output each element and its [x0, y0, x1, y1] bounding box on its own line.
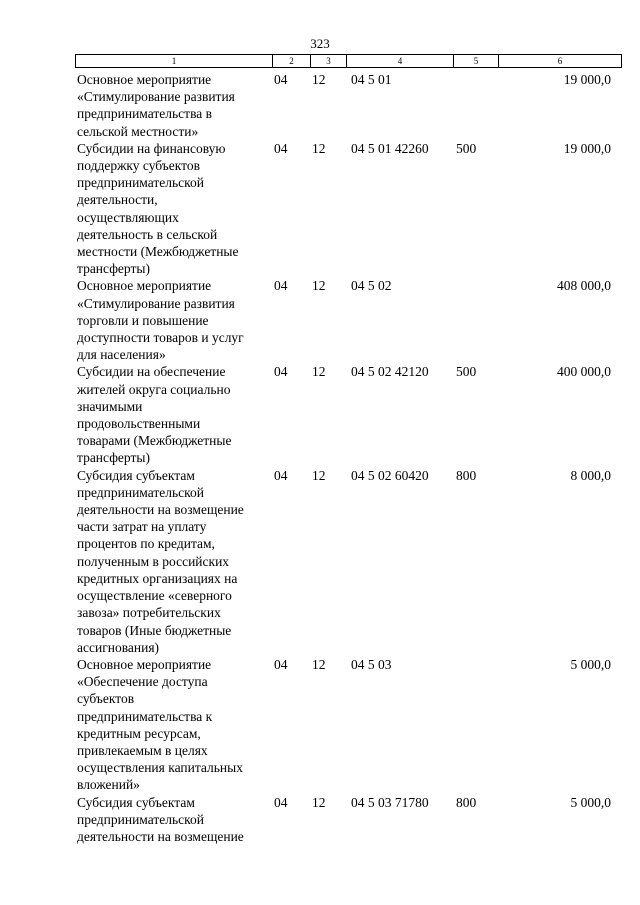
row-name-line: осуществляющих	[77, 209, 179, 225]
row-name-line: кредитных организациях на	[77, 570, 238, 586]
table-row	[75, 656, 621, 794]
column-header-2: 2	[273, 55, 311, 68]
row-subsection-code: 12	[312, 72, 326, 87]
row-name-line: значимыми	[77, 398, 143, 414]
row-name-line: деятельности на возмещение	[77, 502, 244, 518]
budget-table	[75, 71, 621, 845]
table-row	[75, 794, 621, 846]
row-name-line: Субсидии на финансовую	[77, 140, 226, 156]
row-expense-type: 500	[456, 140, 477, 156]
row-name-line: местности (Межбюджетные	[77, 244, 239, 260]
row-name-line: Субсидии на обеспечение	[77, 364, 226, 380]
row-expense-type: 500	[456, 364, 477, 380]
column-header-table	[75, 54, 622, 68]
row-amount: 5 000,0	[570, 794, 611, 810]
row-name-line: процентов по кредитам,	[77, 536, 215, 552]
row-name	[75, 656, 272, 794]
row-name-line: предпринимательской	[77, 811, 205, 827]
column-header-6: 6	[499, 55, 622, 68]
row-name	[75, 794, 272, 846]
row-expense-type	[453, 71, 498, 140]
row-name	[75, 71, 272, 140]
row-name-line: жителей округа социально	[77, 381, 231, 397]
row-name-line: Основное мероприятие	[77, 278, 212, 294]
column-header-5: 5	[454, 55, 499, 68]
row-section-code: 04	[274, 467, 288, 483]
row-name-line: предпринимательства в	[77, 106, 213, 122]
row-name-line: кредитным ресурсам,	[77, 725, 201, 741]
row-target-article: 04 5 01	[351, 72, 392, 87]
row-amount: 19 000,0	[563, 140, 611, 156]
row-name-line: субъектов	[77, 691, 135, 707]
row-name-line: ассигнования)	[77, 639, 160, 655]
row-expense-type: 800	[456, 467, 477, 483]
row-target-article: 04 5 03	[351, 656, 392, 672]
row-expense-type: 800	[456, 794, 477, 810]
row-name-line: «Обеспечение доступа	[77, 674, 208, 690]
row-name-line: доступности товаров и услуг	[77, 330, 244, 346]
table-row	[75, 467, 621, 656]
row-amount: 408 000,0	[557, 278, 611, 294]
row-subsection-code: 12	[312, 364, 326, 380]
row-section-code: 04	[274, 794, 288, 810]
row-target-article: 04 5 03 71780	[351, 794, 429, 810]
row-name	[75, 467, 272, 656]
row-name-line: сельской местности»	[77, 123, 199, 139]
row-name-line: товаров (Иные бюджетные	[77, 622, 232, 638]
row-name-line: «Стимулирование развития	[77, 89, 235, 105]
row-name-line: трансферты)	[77, 261, 150, 277]
row-expense-type	[453, 277, 498, 363]
row-name-line: предпринимательства к	[77, 708, 213, 724]
row-name-line: Субсидия субъектам	[77, 794, 195, 810]
row-name-line: Основное мероприятие	[77, 72, 212, 87]
row-name-line: торговли и повышение	[77, 312, 209, 328]
table-row	[75, 363, 621, 466]
row-name-line: Основное мероприятие	[77, 656, 212, 672]
row-section-code: 04	[274, 278, 288, 294]
row-name-line: осуществление «северного	[77, 588, 232, 604]
row-name-line: Субсидия субъектам	[77, 467, 195, 483]
page-number: 323	[310, 36, 330, 51]
row-amount: 8 000,0	[570, 467, 611, 483]
column-header-1: 1	[76, 55, 273, 68]
row-name-line: деятельность в сельской	[77, 226, 218, 242]
row-name-line: продовольственными	[77, 416, 201, 432]
row-subsection-code: 12	[312, 467, 326, 483]
row-name	[75, 277, 272, 363]
row-name-line: предпринимательской	[77, 484, 205, 500]
row-name-line: полученным в российских	[77, 553, 230, 569]
table-row	[75, 140, 621, 278]
row-expense-type	[453, 656, 498, 794]
row-section-code: 04	[274, 140, 288, 156]
row-name-line: поддержку субъектов	[77, 158, 201, 174]
row-name-line: осуществления капитальных	[77, 760, 243, 776]
row-name-line: для населения»	[77, 347, 166, 363]
column-header-4: 4	[347, 55, 454, 68]
column-header-3: 3	[311, 55, 347, 68]
row-target-article: 04 5 02	[351, 278, 392, 294]
row-name-line: привлекаемым в целях	[77, 742, 208, 758]
row-subsection-code: 12	[312, 278, 326, 294]
table-row	[75, 71, 621, 140]
row-amount: 5 000,0	[570, 656, 611, 672]
row-target-article: 04 5 01 42260	[351, 140, 429, 156]
row-name-line: деятельности на возмещение	[77, 828, 244, 844]
row-amount: 400 000,0	[557, 364, 611, 380]
row-subsection-code: 12	[312, 140, 326, 156]
row-section-code: 04	[274, 72, 288, 87]
row-target-article: 04 5 02 60420	[351, 467, 429, 483]
column-header-row	[76, 55, 622, 68]
row-amount: 19 000,0	[563, 72, 611, 87]
row-subsection-code: 12	[312, 656, 326, 672]
table-row	[75, 277, 621, 363]
row-name-line: предпринимательской	[77, 175, 205, 191]
row-name-line: трансферты)	[77, 450, 150, 466]
row-name-line: вложений»	[77, 777, 140, 793]
row-name-line: товарами (Межбюджетные	[77, 433, 232, 449]
row-section-code: 04	[274, 656, 288, 672]
row-subsection-code: 12	[312, 794, 326, 810]
row-name	[75, 363, 272, 466]
row-name	[75, 140, 272, 278]
row-name-line: деятельности,	[77, 192, 158, 208]
row-name-line: завоза» потребительских	[77, 605, 221, 621]
row-target-article: 04 5 02 42120	[351, 364, 429, 380]
row-name-line: «Стимулирование развития	[77, 295, 235, 311]
row-section-code: 04	[274, 364, 288, 380]
row-name-line: части затрат на уплату	[77, 519, 207, 535]
